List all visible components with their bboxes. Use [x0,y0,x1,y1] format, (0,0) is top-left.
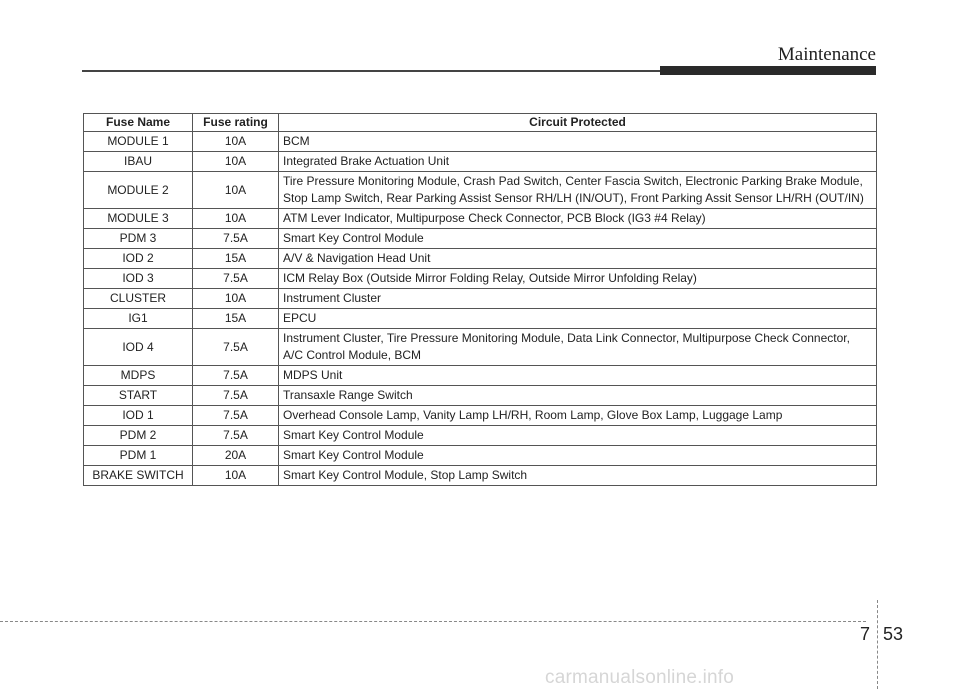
fuse-name-cell: IOD 4 [84,329,193,366]
fuse-rating-cell: 10A [193,209,279,229]
fuse-rating-cell: 20A [193,446,279,466]
circuit-protected-cell: A/V & Navigation Head Unit [279,249,877,269]
fuse-rating-cell: 7.5A [193,406,279,426]
circuit-protected-cell: Integrated Brake Actuation Unit [279,152,877,172]
circuit-protected-cell: Transaxle Range Switch [279,386,877,406]
circuit-protected-cell: Smart Key Control Module [279,426,877,446]
column-header-fuse-name: Fuse Name [84,114,193,132]
table-row [84,289,877,309]
column-header-fuse-rating: Fuse rating [193,114,279,132]
fuse-rating-cell: 7.5A [193,426,279,446]
fuse-name-cell: MODULE 3 [84,209,193,229]
fuse-rating-cell: 7.5A [193,329,279,366]
table-row [84,249,877,269]
circuit-protected-cell: MDPS Unit [279,366,877,386]
fuse-rating-cell: 7.5A [193,229,279,249]
page-number: 53 [883,624,904,644]
page-section-title: Maintenance [777,44,876,65]
table-row [84,229,877,249]
fuse-name-cell: START [84,386,193,406]
table-row [84,386,877,406]
fuse-name-cell: IOD 2 [84,249,193,269]
circuit-protected-cell: Instrument Cluster, Tire Pressure Monitoring Module, Data Link Connector, Multipurpose Check Connector, A/C Control Module, BCM [279,329,877,366]
circuit-protected-cell: BCM [279,132,877,152]
fuse-rating-cell: 15A [193,309,279,329]
table-row [84,466,877,486]
fuse-name-cell: CLUSTER [84,289,193,309]
circuit-protected-cell: Smart Key Control Module [279,446,877,466]
fuse-name-cell: IOD 3 [84,269,193,289]
table-header-row [84,114,877,132]
fuse-name-cell: PDM 1 [84,446,193,466]
circuit-protected-cell: Instrument Cluster [279,289,877,309]
fuse-rating-cell: 7.5A [193,386,279,406]
table-row [84,446,877,466]
fuse-rating-cell: 15A [193,249,279,269]
fuse-rating-cell: 7.5A [193,366,279,386]
fuse-name-cell: BRAKE SWITCH [84,466,193,486]
footer-divider [0,621,866,622]
fuse-table [83,113,877,486]
table-row [84,426,877,446]
fuse-rating-cell: 7.5A [193,269,279,289]
circuit-protected-cell: EPCU [279,309,877,329]
fuse-rating-cell: 10A [193,152,279,172]
table-row [84,329,877,366]
table-row [84,172,877,209]
fuse-name-cell: PDM 3 [84,229,193,249]
circuit-protected-cell: ICM Relay Box (Outside Mirror Folding Relay, Outside Mirror Unfolding Relay) [279,269,877,289]
table-row [84,152,877,172]
fuse-name-cell: MODULE 2 [84,172,193,209]
fuse-rating-cell: 10A [193,172,279,209]
circuit-protected-cell: ATM Lever Indicator, Multipurpose Check Connector, PCB Block (IG3 #4 Relay) [279,209,877,229]
column-header-circuit-protected: Circuit Protected [279,114,877,132]
chapter-number: 7 [860,624,871,644]
header-accent-bar [660,66,876,75]
fuse-name-cell: IG1 [84,309,193,329]
table-row [84,209,877,229]
circuit-protected-cell: Tire Pressure Monitoring Module, Crash Pad Switch, Center Fascia Switch, Electronic Parking Brake Module, Stop Lamp Switch, Rear Parking Assist Sensor RH/LH (IN/OUT), Front Parking Assit Sensor LH/RH (OUT/IN) [279,172,877,209]
watermark-text: carmanualsonline.info [545,667,735,688]
table-row [84,366,877,386]
circuit-protected-cell: Overhead Console Lamp, Vanity Lamp LH/RH, Room Lamp, Glove Box Lamp, Luggage Lamp [279,406,877,426]
fuse-name-cell: MDPS [84,366,193,386]
footer-page-separator [877,600,878,689]
circuit-protected-cell: Smart Key Control Module, Stop Lamp Switch [279,466,877,486]
fuse-name-cell: MODULE 1 [84,132,193,152]
fuse-name-cell: PDM 2 [84,426,193,446]
fuse-rating-cell: 10A [193,132,279,152]
table-row [84,309,877,329]
table-row [84,406,877,426]
table-row [84,132,877,152]
fuse-name-cell: IOD 1 [84,406,193,426]
fuse-rating-cell: 10A [193,466,279,486]
circuit-protected-cell: Smart Key Control Module [279,229,877,249]
table-body [84,132,877,486]
header-divider [82,70,662,72]
table-row [84,269,877,289]
fuse-rating-cell: 10A [193,289,279,309]
fuse-name-cell: IBAU [84,152,193,172]
